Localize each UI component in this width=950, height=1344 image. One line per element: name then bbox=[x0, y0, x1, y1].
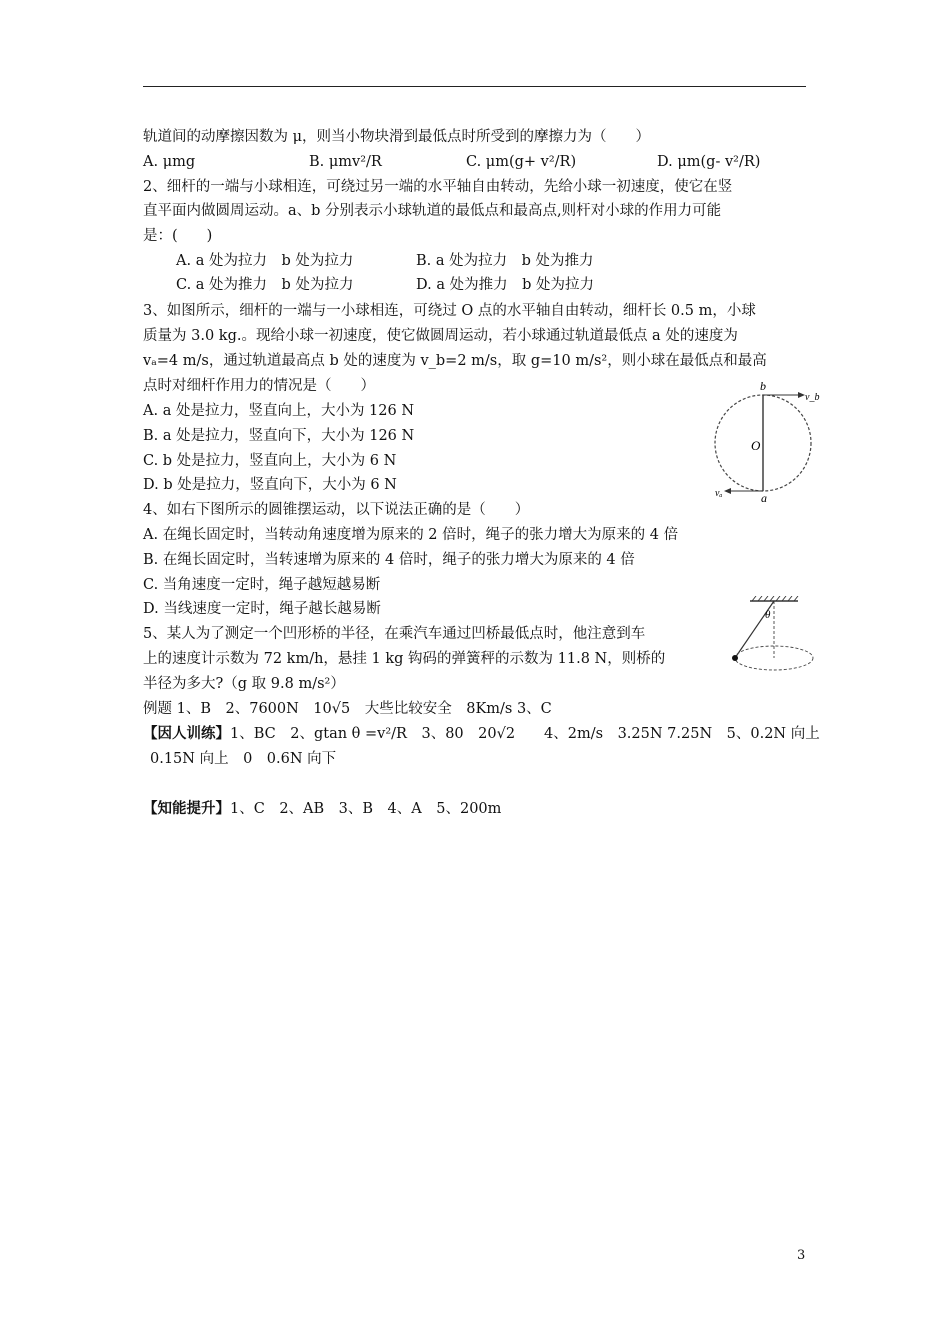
q2-line-2: 直平面内做圆周运动。a、b 分别表示小球轨道的最低点和最高点,则杆对小球的作用力可能 bbox=[143, 203, 722, 219]
label-o: O bbox=[751, 438, 761, 453]
arrow-vb-head bbox=[798, 392, 805, 398]
q4-option-b: B. 在绳长固定时，当转速增为原来的 4 倍时，绳子的张力增大为原来的 4 倍 bbox=[143, 552, 635, 568]
q3-line-2: 质量为 3.0 kg.。现给小球一初速度，使它做圆周运动，若小球通过轨道最低点 a 处的速度为 bbox=[143, 328, 738, 344]
q3-option-b: B. a 处是拉力，竖直向下，大小为 126 N bbox=[143, 428, 415, 444]
q2-option-d: D. a 处为推力 b 处为拉力 bbox=[416, 277, 594, 293]
q4-line-1: 4、如右下图所示的圆锥摆运动，以下说法正确的是（ ） bbox=[143, 502, 530, 518]
q1-option-b: B. μmv²/R bbox=[309, 154, 382, 170]
q5-line-2: 上的速度计示数为 72 km/h，悬挂 1 kg 钩码的弹簧秤的示数为 11.8 N，则桥的 bbox=[143, 651, 666, 667]
q2-options-row-2 bbox=[176, 275, 594, 295]
answer-improve-body: 1、C 2、AB 3、B 4、A 5、200m bbox=[230, 801, 502, 817]
label-b: b bbox=[760, 379, 766, 393]
page-number: 3 bbox=[797, 1248, 806, 1263]
ceiling-hatch bbox=[752, 596, 798, 601]
q2-option-b: B. a 处为拉力 b 处为推力 bbox=[416, 253, 594, 269]
answer-training-cont: 0.15N 向上 0 0.6N 向下 bbox=[150, 751, 337, 767]
vertical-circle-figure bbox=[705, 378, 825, 502]
arrow-va-head bbox=[724, 488, 731, 494]
label-va: vₐ bbox=[715, 488, 723, 499]
q4-option-a: A. 在绳长固定时，当转动角速度增为原来的 2 倍时，绳子的张力增大为原来的 4 倍 bbox=[143, 527, 679, 543]
q1-option-d: D. μm(g- v²/R) bbox=[657, 154, 761, 170]
q1-option-c: C. μm(g+ v²/R) bbox=[466, 154, 577, 170]
answer-training bbox=[143, 724, 820, 744]
q3-line-3: vₐ=4 m/s，通过轨道最高点 b 处的速度为 v_b=2 m/s，取 g=10 m/s²，则小球在最低点和最高 bbox=[143, 353, 767, 369]
q3-option-c: C. b 处是拉力，竖直向上，大小为 6 N bbox=[143, 453, 397, 469]
answer-training-heading: 【因人训练】 bbox=[143, 725, 230, 742]
conical-pendulum-figure bbox=[728, 596, 818, 682]
q4-option-d: D. 当线速度一定时，绳子越长越易断 bbox=[143, 601, 381, 617]
q3-option-d: D. b 处是拉力，竖直向下，大小为 6 N bbox=[143, 477, 397, 493]
answer-improve-heading: 【知能提升】 bbox=[143, 800, 230, 817]
q2-option-a: A. a 处为拉力 b 处为拉力 bbox=[176, 253, 354, 269]
q5-line-3: 半径为多大?（g 取 9.8 m/s²） bbox=[143, 676, 345, 692]
q3-option-a: A. a 处是拉力，竖直向上，大小为 126 N bbox=[143, 403, 415, 419]
header-rule bbox=[143, 86, 806, 87]
q1-option-a: A. μmg bbox=[143, 154, 196, 170]
q3-line-4: 点时对细杆作用力的情况是（ ） bbox=[143, 378, 375, 394]
q2-option-c: C. a 处为推力 b 处为拉力 bbox=[176, 277, 354, 293]
q2-options-row-1 bbox=[176, 251, 594, 271]
q4-option-c: C. 当角速度一定时，绳子越短越易断 bbox=[143, 577, 381, 593]
q2-line-3: 是：( ) bbox=[143, 228, 213, 244]
answer-examples: 例题 1、B 2、7600N 10√5 大些比较安全 8Km/s 3、C bbox=[143, 701, 552, 717]
q5-line-1: 5、某人为了测定一个凹形桥的半径，在乘汽车通过凹桥最低点时，他注意到车 bbox=[143, 626, 646, 642]
q3-line-1: 3、如图所示，细杆的一端与一小球相连，可绕过 O 点的水平轴自由转动，细杆长 0.5 m，小球 bbox=[143, 303, 756, 319]
answer-training-body: 1、BC 2、gtan θ =v²/R 3、80 20√2 4、2m/s 3.25N 7.25N 5、0.2N 向上 bbox=[230, 726, 820, 742]
answer-improve bbox=[143, 799, 501, 819]
q2-line-1: 2、细杆的一端与小球相连，可绕过另一端的水平轴自由转动，先给小球一初速度，使它在竖 bbox=[143, 179, 733, 195]
bob bbox=[732, 655, 738, 661]
label-a: a bbox=[761, 491, 767, 502]
q1-tail: 轨道间的动摩擦因数为 μ，则当小物块滑到最低点时所受到的摩擦力为（ ） bbox=[143, 129, 651, 145]
label-vb: v_b bbox=[805, 392, 820, 403]
label-theta: θ bbox=[765, 609, 771, 621]
